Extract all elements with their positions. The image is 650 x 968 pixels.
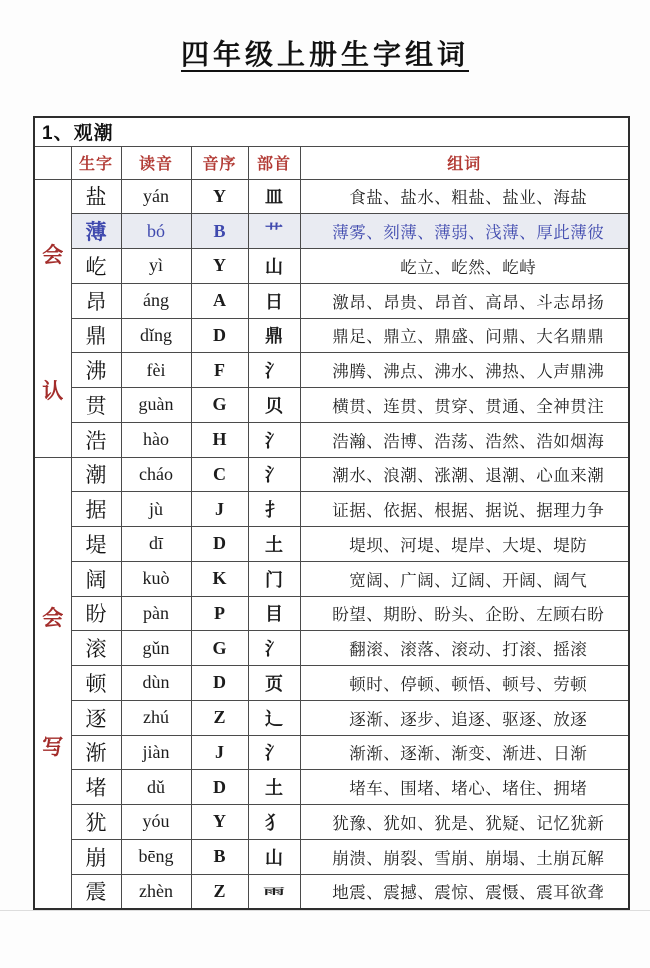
cell-char: 鼎	[71, 318, 121, 353]
cell-words: 证据、依据、根据、据说、据理力争	[300, 492, 629, 527]
table-row	[34, 283, 629, 318]
table-row	[34, 631, 629, 666]
column-header-group	[34, 146, 71, 179]
table-row	[34, 492, 629, 527]
cell-radical: 贝	[248, 388, 300, 423]
cell-initial: Y	[191, 805, 248, 840]
table-row	[34, 666, 629, 701]
cell-radical: 土	[248, 527, 300, 562]
table-row	[34, 874, 629, 909]
group-label-hui-ren	[34, 179, 71, 457]
cell-words: 堵车、围堵、堵心、堵住、拥堵	[300, 770, 629, 805]
group-char: 认	[42, 379, 64, 403]
cell-words: 堤坝、河堤、堤岸、大堤、堤防	[300, 527, 629, 562]
table-row	[34, 214, 629, 249]
cell-pinyin: áng	[121, 283, 191, 318]
cell-char: 盐	[71, 179, 121, 214]
cell-pinyin: yóu	[121, 805, 191, 840]
cell-pinyin: zhèn	[121, 874, 191, 909]
cell-words: 食盐、盐水、粗盐、盐业、海盐	[300, 179, 629, 214]
cell-words: 薄雾、刻薄、薄弱、浅薄、厚此薄彼	[300, 214, 629, 249]
cell-pinyin: cháo	[121, 457, 191, 492]
table-row	[34, 735, 629, 770]
column-header-words: 组词	[300, 146, 629, 179]
table-row	[34, 318, 629, 353]
cell-words: 逐渐、逐步、追逐、驱逐、放逐	[300, 700, 629, 735]
cell-char: 据	[71, 492, 121, 527]
cell-words: 宽阔、广阔、辽阔、开阔、阔气	[300, 561, 629, 596]
table-row	[34, 700, 629, 735]
table-row	[34, 596, 629, 631]
table-row	[34, 527, 629, 562]
cell-char: 崩	[71, 839, 121, 874]
cell-initial: B	[191, 839, 248, 874]
cell-initial: C	[191, 457, 248, 492]
cell-pinyin: dùn	[121, 666, 191, 701]
cell-radical: 山	[248, 839, 300, 874]
page-title: 四年级上册生字组词	[180, 39, 469, 70]
cell-radical: 扌	[248, 492, 300, 527]
table-row	[34, 179, 629, 214]
cell-pinyin: bó	[121, 214, 191, 249]
cell-words: 鼎足、鼎立、鼎盛、问鼎、大名鼎鼎	[300, 318, 629, 353]
cell-initial: F	[191, 353, 248, 388]
cell-radical: 门	[248, 561, 300, 596]
table-row	[34, 249, 629, 284]
cell-char: 滚	[71, 631, 121, 666]
cell-char: 渐	[71, 735, 121, 770]
table-header-row	[34, 146, 629, 179]
cell-radical: 页	[248, 666, 300, 701]
cell-initial: H	[191, 422, 248, 457]
cell-words: 潮水、浪潮、涨潮、退潮、心血来潮	[300, 457, 629, 492]
group-char: 写	[42, 735, 64, 759]
column-header-initial: 音序	[191, 146, 248, 179]
cell-words: 崩溃、崩裂、雪崩、崩塌、土崩瓦解	[300, 839, 629, 874]
cell-radical: 犭	[248, 805, 300, 840]
cell-words: 浩瀚、浩博、浩荡、浩然、浩如烟海	[300, 422, 629, 457]
cell-initial: D	[191, 318, 248, 353]
cell-pinyin: yán	[121, 179, 191, 214]
cell-pinyin: guàn	[121, 388, 191, 423]
cell-char: 犹	[71, 805, 121, 840]
cell-pinyin: gǔn	[121, 631, 191, 666]
cell-radical: 艹	[248, 214, 300, 249]
cell-initial: Y	[191, 249, 248, 284]
cell-char: 屹	[71, 249, 121, 284]
table-row	[34, 353, 629, 388]
cell-pinyin: fèi	[121, 353, 191, 388]
cell-char: 昂	[71, 283, 121, 318]
cell-words: 盼望、期盼、盼头、企盼、左顾右盼	[300, 596, 629, 631]
cell-initial: Z	[191, 700, 248, 735]
table-body	[34, 179, 629, 909]
cell-initial: P	[191, 596, 248, 631]
cell-radical	[248, 874, 300, 909]
cell-initial: G	[191, 631, 248, 666]
cell-radical: 氵	[248, 735, 300, 770]
group-label-hui-xie	[34, 457, 71, 909]
cell-char: 潮	[71, 457, 121, 492]
cell-radical: 日	[248, 283, 300, 318]
document-page	[0, 33, 650, 968]
lesson-section-row	[34, 117, 629, 146]
cell-radical: 辶	[248, 700, 300, 735]
lesson-section-title: 1、观潮	[34, 117, 629, 146]
table-row	[34, 561, 629, 596]
cell-radical: 氵	[248, 353, 300, 388]
table-row	[34, 770, 629, 805]
cell-initial: K	[191, 561, 248, 596]
cell-pinyin: dǐng	[121, 318, 191, 353]
cell-pinyin: dī	[121, 527, 191, 562]
cell-char: 浩	[71, 422, 121, 457]
table-row	[34, 388, 629, 423]
group-label-wrap	[35, 235, 71, 402]
cell-char: 堤	[71, 527, 121, 562]
group-char: 会	[42, 606, 64, 630]
cell-words: 顿时、停顿、顿悟、顿号、劳顿	[300, 666, 629, 701]
page-edge-line	[0, 910, 650, 911]
cell-initial: D	[191, 666, 248, 701]
cell-initial: D	[191, 527, 248, 562]
cell-words: 渐渐、逐渐、渐变、渐进、日渐	[300, 735, 629, 770]
cell-pinyin: dǔ	[121, 770, 191, 805]
cell-pinyin: jiàn	[121, 735, 191, 770]
cell-words: 犹豫、犹如、犹是、犹疑、记忆犹新	[300, 805, 629, 840]
group-label-wrap	[35, 608, 71, 758]
column-header-pinyin: 读音	[121, 146, 191, 179]
group-char: 会	[42, 243, 64, 267]
cell-char: 顿	[71, 666, 121, 701]
table-row	[34, 839, 629, 874]
cell-initial: J	[191, 492, 248, 527]
cell-radical: 氵	[248, 457, 300, 492]
cell-words: 地震、震撼、震惊、震慑、震耳欲聋	[300, 874, 629, 909]
cell-words: 沸腾、沸点、沸水、沸热、人声鼎沸	[300, 353, 629, 388]
cell-radical: 氵	[248, 631, 300, 666]
cell-initial: A	[191, 283, 248, 318]
cell-radical: 氵	[248, 422, 300, 457]
cell-char: 沸	[71, 353, 121, 388]
cell-initial: J	[191, 735, 248, 770]
vocab-table	[33, 116, 630, 910]
cell-words: 翻滚、滚落、滚动、打滚、摇滚	[300, 631, 629, 666]
cell-pinyin: pàn	[121, 596, 191, 631]
compressed-rain-radical: 雨	[263, 887, 285, 897]
cell-pinyin: hào	[121, 422, 191, 457]
cell-char: 薄	[71, 214, 121, 249]
cell-pinyin: jù	[121, 492, 191, 527]
cell-pinyin: bēng	[121, 839, 191, 874]
cell-pinyin: kuò	[121, 561, 191, 596]
cell-char: 震	[71, 874, 121, 909]
cell-radical: 土	[248, 770, 300, 805]
column-header-char: 生字	[71, 146, 121, 179]
cell-initial: G	[191, 388, 248, 423]
table-row	[34, 805, 629, 840]
cell-radical: 皿	[248, 179, 300, 214]
cell-radical: 山	[248, 249, 300, 284]
cell-radical: 目	[248, 596, 300, 631]
cell-words: 屹立、屹然、屹峙	[300, 249, 629, 284]
cell-char: 逐	[71, 700, 121, 735]
table-row	[34, 457, 629, 492]
cell-words: 激昂、昂贵、昂首、高昂、斗志昂扬	[300, 283, 629, 318]
cell-initial: D	[191, 770, 248, 805]
cell-char: 贯	[71, 388, 121, 423]
cell-initial: Z	[191, 874, 248, 909]
cell-radical: 鼎	[248, 318, 300, 353]
table-row	[34, 422, 629, 457]
cell-words: 横贯、连贯、贯穿、贯通、全神贯注	[300, 388, 629, 423]
cell-char: 堵	[71, 770, 121, 805]
cell-pinyin: yì	[121, 249, 191, 284]
cell-initial: B	[191, 214, 248, 249]
cell-char: 阔	[71, 561, 121, 596]
cell-initial: Y	[191, 179, 248, 214]
column-header-radical: 部首	[248, 146, 300, 179]
cell-pinyin: zhú	[121, 700, 191, 735]
cell-char: 盼	[71, 596, 121, 631]
